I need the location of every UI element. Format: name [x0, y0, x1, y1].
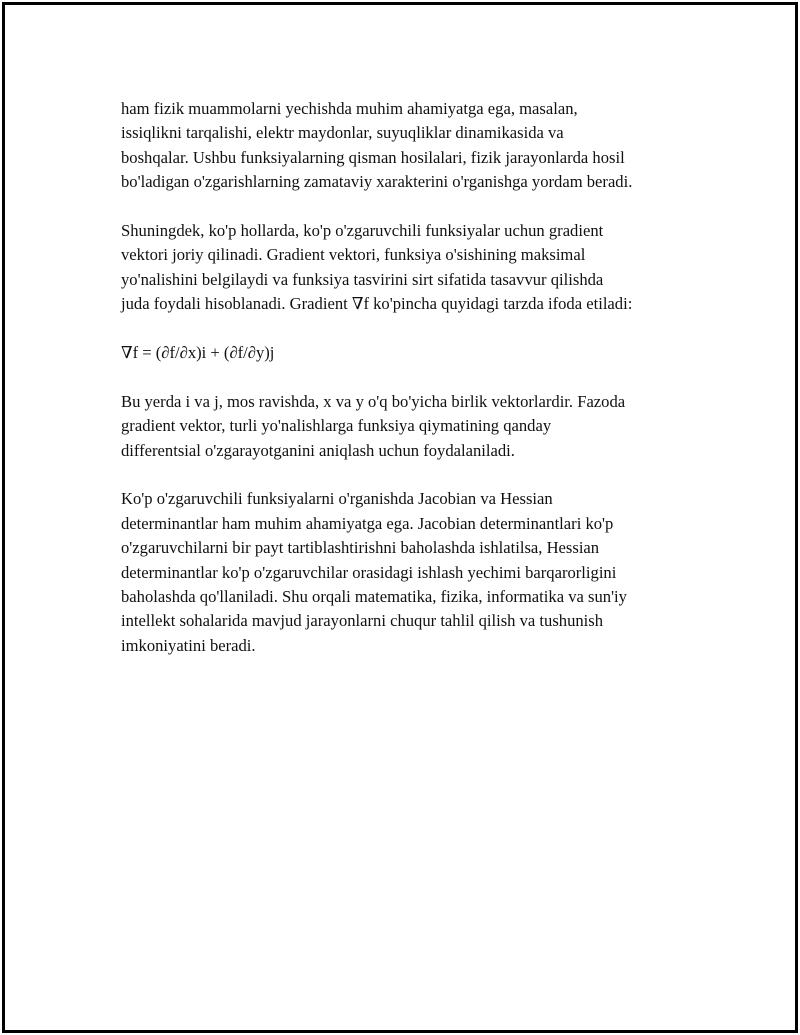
- document-body: [121, 97, 691, 683]
- text-line: boshqalar. Ushbu funksiyalarning qisman hosilalari, fizik jarayonlarda hosil: [121, 147, 625, 167]
- text-line: ham fizik muammolarni yechishda muhim ahamiyatga ega, masalan,: [121, 99, 578, 118]
- text-line: intellekt sohalarida mavjud jarayonlarni chuqur tahlil qilish va tushunish: [121, 611, 604, 631]
- text-line: gradient vektor, turli yo'nalishlarga funksiya qiymatining qanday: [121, 416, 552, 436]
- text-line: Ko'p o'zgaruvchili funksiyalarni o'rganishda Jacobian va Hessian: [121, 489, 553, 509]
- text-line: juda foydali hisoblanadi. Gradient ∇f ko'pincha quyidagi tarzda ifoda etiladi:: [121, 294, 633, 314]
- paragraph-jacobian-hessian: [121, 487, 691, 658]
- text-line: o'zgaruvchilarni bir payt tartiblashtirishni baholashda ishlatilsa, Hessian: [121, 538, 600, 558]
- text-line: bo'ladigan o'zgarishlarning zamataviy xarakterini o'rganishga yordam beradi.: [121, 172, 633, 192]
- text-line: Bu yerda i va j, mos ravishda, x va y o'q bo'yicha birlik vektorlardir. Fazoda: [121, 391, 626, 411]
- text-line: determinantlar ham muhim ahamiyatga ega. Jacobian determinantlari ko'p: [121, 513, 614, 533]
- text-line: baholashda qo'llaniladi. Shu orqali matematika, fizika, informatika va sun'iy: [121, 587, 627, 607]
- paragraph-gradient-intro: [121, 219, 691, 317]
- paragraph-unit-vectors: [121, 390, 691, 463]
- formula-line: ∇f = (∂f/∂x)i + (∂f/∂y)j: [121, 343, 275, 363]
- page-frame: [2, 2, 798, 1033]
- text-line: issiqlikni tarqalishi, elektr maydonlar, suyuqliklar dinamikasida va: [121, 123, 564, 143]
- text-line: Shuningdek, ko'p hollarda, ko'p o'zgaruvchili funksiyalar uchun gradient: [121, 221, 604, 241]
- text-line: vektori joriy qilinadi. Gradient vektori, funksiya o'sishining maksimal: [121, 245, 586, 265]
- gradient-formula: [121, 341, 691, 365]
- paragraph-physics-applications: [121, 97, 691, 195]
- text-line: determinantlar ko'p o'zgaruvchilar orasidagi ishlash yechimi barqarorligini: [121, 562, 617, 582]
- text-line: imkoniyatini beradi.: [121, 635, 256, 655]
- text-line: differentsial o'zgarayotganini aniqlash uchun foydalaniladi.: [121, 440, 515, 460]
- text-line: yo'nalishini belgilaydi va funksiya tasvirini sirt sifatida tasavvur qilishda: [121, 269, 604, 289]
